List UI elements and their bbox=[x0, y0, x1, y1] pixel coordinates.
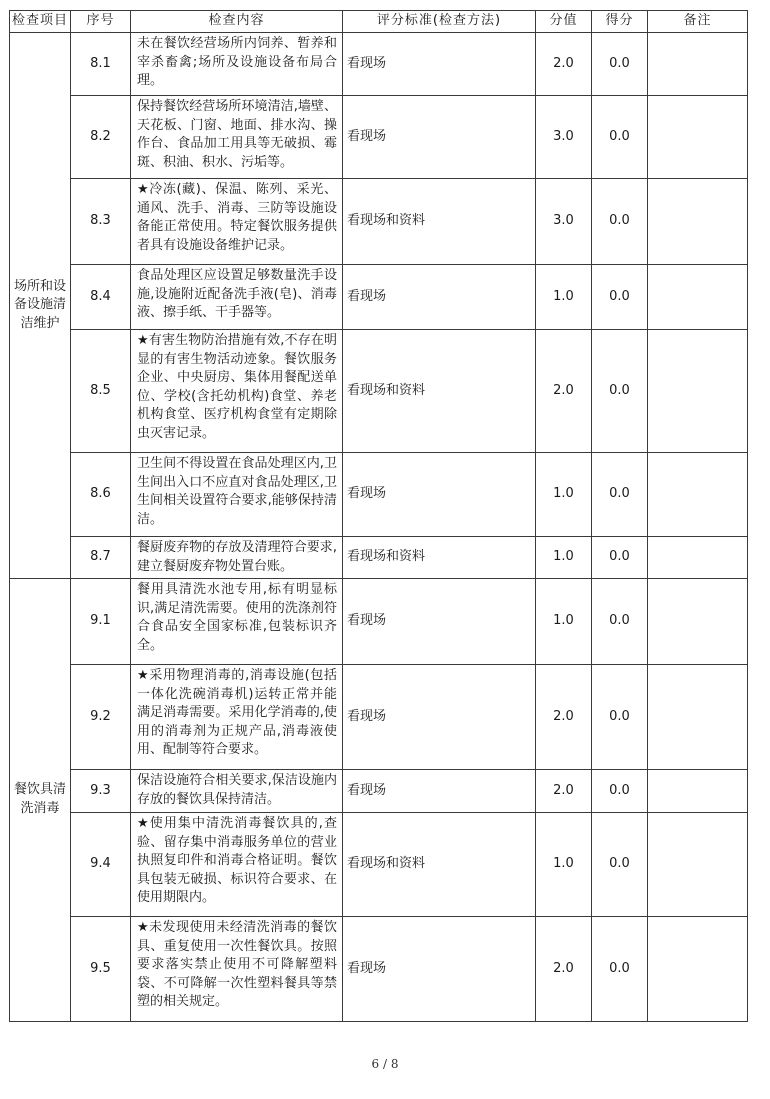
row-content bbox=[131, 179, 343, 265]
row-got: 0.0 bbox=[592, 770, 648, 813]
header-note: 备注 bbox=[648, 11, 748, 33]
row-content bbox=[131, 917, 343, 1022]
row-score: 3.0 bbox=[536, 179, 592, 265]
row-method: 看现场 bbox=[343, 265, 536, 330]
row-content-text: ★未发现使用未经清洗消毒的餐饮具、重复使用一次性餐饮具。按照要求落实禁止使用不可降解塑料袋、不可降解一次性塑料餐具等禁塑的相关规定。 bbox=[137, 920, 337, 1010]
row-got: 0.0 bbox=[592, 579, 648, 665]
row-content-text: ★采用物理消毒的,消毒设施(包括一体化洗碗消毒机)运转正常并能满足消毒需要。采用化学消毒的,使用的消毒剂为正规产品,消毒液使用、配制等符合要求。 bbox=[137, 668, 337, 758]
row-content-text: 餐用具清洗水池专用,标有明显标识,满足清洗需要。使用的洗涤剂符合食品安全国家标准,包装标识齐全。 bbox=[137, 582, 337, 653]
row-note bbox=[648, 579, 748, 665]
row-content bbox=[131, 770, 343, 813]
table-row bbox=[10, 813, 748, 917]
header-content: 检查内容 bbox=[131, 11, 343, 33]
row-score: 2.0 bbox=[536, 330, 592, 453]
row-note bbox=[648, 265, 748, 330]
row-content bbox=[131, 330, 343, 453]
row-method: 看现场和资料 bbox=[343, 179, 536, 265]
row-number: 9.1 bbox=[71, 579, 131, 665]
row-note bbox=[648, 33, 748, 96]
row-method: 看现场 bbox=[343, 33, 536, 96]
row-content bbox=[131, 265, 343, 330]
row-number: 8.3 bbox=[71, 179, 131, 265]
row-score: 2.0 bbox=[536, 33, 592, 96]
header-row bbox=[10, 11, 748, 33]
row-content-text: 餐厨废弃物的存放及清理符合要求,建立餐厨废弃物处置台账。 bbox=[137, 540, 337, 574]
header-method: 评分标准(检查方法) bbox=[343, 11, 536, 33]
row-got: 0.0 bbox=[592, 453, 648, 537]
row-number: 8.7 bbox=[71, 537, 131, 579]
row-score: 2.0 bbox=[536, 770, 592, 813]
header-got: 得分 bbox=[592, 11, 648, 33]
row-note bbox=[648, 537, 748, 579]
row-got: 0.0 bbox=[592, 330, 648, 453]
header-score: 分值 bbox=[536, 11, 592, 33]
row-number: 9.3 bbox=[71, 770, 131, 813]
row-method: 看现场 bbox=[343, 579, 536, 665]
row-got: 0.0 bbox=[592, 665, 648, 770]
row-score: 1.0 bbox=[536, 453, 592, 537]
row-content bbox=[131, 665, 343, 770]
row-note bbox=[648, 179, 748, 265]
row-content bbox=[131, 813, 343, 917]
row-note bbox=[648, 770, 748, 813]
row-score: 1.0 bbox=[536, 813, 592, 917]
row-score: 1.0 bbox=[536, 265, 592, 330]
row-got: 0.0 bbox=[592, 96, 648, 179]
table-row bbox=[10, 33, 748, 96]
row-content bbox=[131, 33, 343, 96]
row-method: 看现场 bbox=[343, 917, 536, 1022]
row-number: 8.5 bbox=[71, 330, 131, 453]
row-content bbox=[131, 579, 343, 665]
row-note bbox=[648, 813, 748, 917]
table-row bbox=[10, 265, 748, 330]
row-score: 1.0 bbox=[536, 579, 592, 665]
row-content-text: 食品处理区应设置足够数量洗手设施,设施附近配备洗手液(皂)、消毒液、擦手纸、干手器等。 bbox=[137, 268, 337, 321]
row-content-text: ★冷冻(藏)、保温、陈列、采光、通风、洗手、消毒、三防等设施设备能正常使用。特定餐饮服务提供者具有设施设备维护记录。 bbox=[137, 182, 337, 253]
table-row bbox=[10, 330, 748, 453]
table-row bbox=[10, 665, 748, 770]
category-cell: 餐饮具清洗消毒 bbox=[10, 579, 71, 1022]
row-note bbox=[648, 453, 748, 537]
row-content-text: 卫生间不得设置在食品处理区内,卫生间出入口不应直对食品处理区,卫生间相关设置符合要求,能够保持清洁。 bbox=[137, 456, 337, 527]
table-row bbox=[10, 917, 748, 1022]
row-note bbox=[648, 665, 748, 770]
row-number: 9.4 bbox=[71, 813, 131, 917]
category-cell: 场所和设备设施清洁维护 bbox=[10, 33, 71, 579]
row-score: 1.0 bbox=[536, 537, 592, 579]
row-content bbox=[131, 537, 343, 579]
table-row bbox=[10, 96, 748, 179]
row-number: 8.4 bbox=[71, 265, 131, 330]
row-content-text: 未在餐饮经营场所内饲养、暂养和宰杀畜禽;场所及设施设备布局合理。 bbox=[137, 36, 337, 89]
row-method: 看现场 bbox=[343, 96, 536, 179]
row-content bbox=[131, 453, 343, 537]
row-number: 9.2 bbox=[71, 665, 131, 770]
row-number: 9.5 bbox=[71, 917, 131, 1022]
row-number: 8.2 bbox=[71, 96, 131, 179]
row-got: 0.0 bbox=[592, 917, 648, 1022]
row-score: 3.0 bbox=[536, 96, 592, 179]
row-got: 0.0 bbox=[592, 33, 648, 96]
row-content-text: 保持餐饮经营场所环境清洁,墙壁、天花板、门窗、地面、排水沟、操作台、食品加工用具等无破损、霉斑、积油、积水、污垢等。 bbox=[137, 99, 337, 170]
row-method: 看现场 bbox=[343, 770, 536, 813]
row-note bbox=[648, 96, 748, 179]
row-got: 0.0 bbox=[592, 265, 648, 330]
header-category: 检查项目 bbox=[10, 11, 71, 33]
table-row bbox=[10, 453, 748, 537]
row-method: 看现场和资料 bbox=[343, 330, 536, 453]
row-score: 2.0 bbox=[536, 917, 592, 1022]
row-content-text: ★有害生物防治措施有效,不存在明显的有害生物活动迹象。餐饮服务企业、中央厨房、集体用餐配送单位、学校(含托幼机构)食堂、养老机构食堂、医疗机构食堂有定期除虫灭害记录。 bbox=[137, 333, 337, 441]
table-row bbox=[10, 179, 748, 265]
page-number: 6 / 8 bbox=[371, 1057, 399, 1071]
row-number: 8.1 bbox=[71, 33, 131, 96]
row-method: 看现场和资料 bbox=[343, 813, 536, 917]
row-score: 2.0 bbox=[536, 665, 592, 770]
row-got: 0.0 bbox=[592, 537, 648, 579]
row-content bbox=[131, 96, 343, 179]
header-number: 序号 bbox=[71, 11, 131, 33]
row-method: 看现场 bbox=[343, 453, 536, 537]
row-content-text: ★使用集中清洗消毒餐饮具的,查验、留存集中消毒服务单位的营业执照复印件和消毒合格证明。餐饮具包装无破损、标识符合要求、在使用期限内。 bbox=[137, 816, 337, 906]
table-row bbox=[10, 770, 748, 813]
row-got: 0.0 bbox=[592, 179, 648, 265]
inspection-table bbox=[9, 10, 748, 1022]
table-row bbox=[10, 537, 748, 579]
table-row bbox=[10, 579, 748, 665]
row-content-text: 保洁设施符合相关要求,保洁设施内存放的餐饮具保持清洁。 bbox=[137, 773, 337, 807]
row-note bbox=[648, 917, 748, 1022]
row-got: 0.0 bbox=[592, 813, 648, 917]
row-method: 看现场和资料 bbox=[343, 537, 536, 579]
row-note bbox=[648, 330, 748, 453]
row-method: 看现场 bbox=[343, 665, 536, 770]
row-number: 8.6 bbox=[71, 453, 131, 537]
